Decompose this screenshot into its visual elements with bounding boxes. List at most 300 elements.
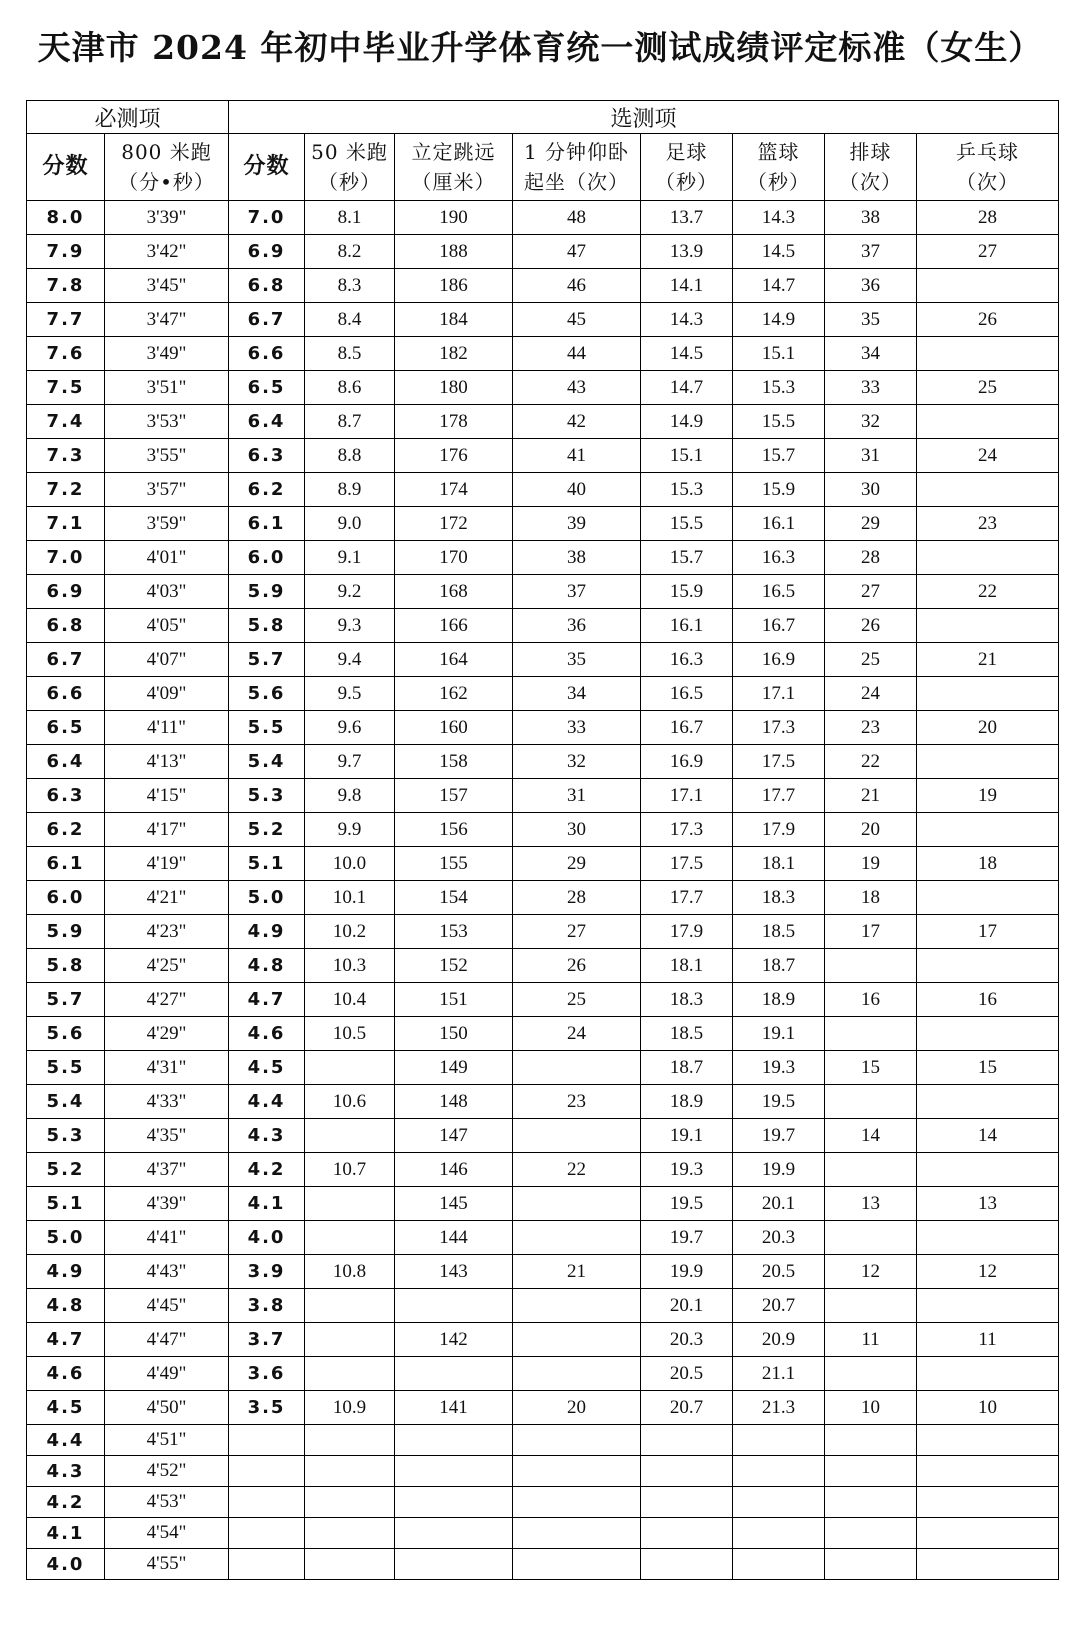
jump-cell <box>395 1456 513 1487</box>
basketball-cell: 20.3 <box>733 1221 825 1255</box>
pingpong-cell: 27 <box>917 235 1059 269</box>
required-score-cell: 6.3 <box>27 779 105 813</box>
jump-cell: 188 <box>395 235 513 269</box>
jump-cell: 174 <box>395 473 513 507</box>
jump-header-line2: （厘米） <box>411 170 496 194</box>
pingpong-cell <box>917 541 1059 575</box>
situp-header-line1: 1 分钟仰卧 <box>523 140 630 164</box>
run50-cell <box>305 1187 395 1221</box>
optional-score-cell <box>229 1487 305 1518</box>
jump-cell: 168 <box>395 575 513 609</box>
optional-score-cell: 6.6 <box>229 337 305 371</box>
run50-cell: 8.6 <box>305 371 395 405</box>
required-score-cell: 6.9 <box>27 575 105 609</box>
run800-cell: 4'51" <box>105 1425 229 1456</box>
optional-score-cell: 3.5 <box>229 1391 305 1425</box>
optional-score-cell: 3.7 <box>229 1323 305 1357</box>
table-row <box>27 847 1059 881</box>
pingpong-cell <box>917 1221 1059 1255</box>
basketball-cell: 20.9 <box>733 1323 825 1357</box>
jump-header <box>395 134 513 201</box>
table-row <box>27 915 1059 949</box>
basketball-cell: 21.1 <box>733 1357 825 1391</box>
optional-score-cell: 6.8 <box>229 269 305 303</box>
basketball-cell: 20.5 <box>733 1255 825 1289</box>
jump-cell: 160 <box>395 711 513 745</box>
football-cell: 20.7 <box>641 1391 733 1425</box>
required-score-cell: 5.7 <box>27 983 105 1017</box>
pingpong-cell: 15 <box>917 1051 1059 1085</box>
run800-cell: 3'53" <box>105 405 229 439</box>
table-row <box>27 1391 1059 1425</box>
table-row <box>27 1487 1059 1518</box>
situp-cell <box>513 1051 641 1085</box>
optional-score-cell <box>229 1518 305 1549</box>
pingpong-cell <box>917 881 1059 915</box>
run800-header-line1: 800 米跑 <box>121 140 212 164</box>
situp-cell <box>513 1119 641 1153</box>
pingpong-cell: 13 <box>917 1187 1059 1221</box>
pingpong-cell <box>917 1425 1059 1456</box>
volleyball-cell: 28 <box>825 541 917 575</box>
volleyball-cell: 27 <box>825 575 917 609</box>
required-score-cell: 5.2 <box>27 1153 105 1187</box>
pingpong-cell <box>917 1153 1059 1187</box>
run800-cell: 3'51" <box>105 371 229 405</box>
volleyball-cell <box>825 1289 917 1323</box>
jump-cell: 152 <box>395 949 513 983</box>
football-cell: 13.7 <box>641 201 733 235</box>
situp-cell: 36 <box>513 609 641 643</box>
situp-cell: 30 <box>513 813 641 847</box>
required-score-cell: 7.6 <box>27 337 105 371</box>
basketball-header-line1: 篮球 <box>757 140 800 164</box>
optional-score-cell: 3.8 <box>229 1289 305 1323</box>
run50-cell: 8.8 <box>305 439 395 473</box>
basketball-cell: 15.5 <box>733 405 825 439</box>
required-score-cell: 6.4 <box>27 745 105 779</box>
pingpong-cell: 24 <box>917 439 1059 473</box>
optional-score-cell: 4.9 <box>229 915 305 949</box>
required-score-cell: 5.3 <box>27 1119 105 1153</box>
required-score-cell: 4.4 <box>27 1425 105 1456</box>
basketball-cell: 19.7 <box>733 1119 825 1153</box>
basketball-cell: 18.3 <box>733 881 825 915</box>
run50-cell: 9.5 <box>305 677 395 711</box>
volleyball-cell: 30 <box>825 473 917 507</box>
run50-cell: 9.8 <box>305 779 395 813</box>
table-row <box>27 983 1059 1017</box>
basketball-cell <box>733 1549 825 1580</box>
basketball-cell: 17.5 <box>733 745 825 779</box>
pingpong-cell <box>917 609 1059 643</box>
volleyball-cell <box>825 1518 917 1549</box>
football-cell: 15.7 <box>641 541 733 575</box>
run50-cell: 8.1 <box>305 201 395 235</box>
football-cell: 19.1 <box>641 1119 733 1153</box>
volleyball-cell <box>825 1425 917 1456</box>
table-row <box>27 575 1059 609</box>
optional-score-header: 分数 <box>229 134 305 201</box>
table-row <box>27 1549 1059 1580</box>
run800-cell: 4'21" <box>105 881 229 915</box>
run800-cell: 4'29" <box>105 1017 229 1051</box>
basketball-cell <box>733 1425 825 1456</box>
required-score-cell: 4.3 <box>27 1456 105 1487</box>
volleyball-cell <box>825 1357 917 1391</box>
optional-score-cell: 5.5 <box>229 711 305 745</box>
table-row <box>27 1119 1059 1153</box>
basketball-cell: 21.3 <box>733 1391 825 1425</box>
football-cell: 16.5 <box>641 677 733 711</box>
run50-cell <box>305 1487 395 1518</box>
required-score-cell: 4.9 <box>27 1255 105 1289</box>
pingpong-cell: 19 <box>917 779 1059 813</box>
required-score-cell: 7.5 <box>27 371 105 405</box>
situp-cell <box>513 1357 641 1391</box>
basketball-cell: 16.7 <box>733 609 825 643</box>
situp-cell <box>513 1289 641 1323</box>
basketball-cell <box>733 1487 825 1518</box>
optional-score-cell: 4.7 <box>229 983 305 1017</box>
run50-cell <box>305 1051 395 1085</box>
football-cell: 14.3 <box>641 303 733 337</box>
volleyball-cell: 34 <box>825 337 917 371</box>
required-score-cell: 7.8 <box>27 269 105 303</box>
optional-score-cell: 5.0 <box>229 881 305 915</box>
optional-score-cell: 5.3 <box>229 779 305 813</box>
basketball-cell: 18.5 <box>733 915 825 949</box>
pingpong-cell: 28 <box>917 201 1059 235</box>
run800-cell: 3'47" <box>105 303 229 337</box>
run50-cell: 8.3 <box>305 269 395 303</box>
football-cell: 19.7 <box>641 1221 733 1255</box>
table-row <box>27 1425 1059 1456</box>
jump-cell: 146 <box>395 1153 513 1187</box>
table-row <box>27 405 1059 439</box>
table-row <box>27 949 1059 983</box>
run50-cell: 9.9 <box>305 813 395 847</box>
football-cell: 16.3 <box>641 643 733 677</box>
pingpong-cell: 11 <box>917 1323 1059 1357</box>
required-score-cell: 7.9 <box>27 235 105 269</box>
required-score-cell: 6.1 <box>27 847 105 881</box>
table-row <box>27 881 1059 915</box>
pingpong-cell <box>917 269 1059 303</box>
pingpong-cell <box>917 473 1059 507</box>
run50-cell: 8.4 <box>305 303 395 337</box>
pingpong-cell: 22 <box>917 575 1059 609</box>
situp-cell: 31 <box>513 779 641 813</box>
run800-cell: 3'42" <box>105 235 229 269</box>
run800-cell: 4'47" <box>105 1323 229 1357</box>
optional-score-cell: 4.5 <box>229 1051 305 1085</box>
volleyball-cell: 19 <box>825 847 917 881</box>
required-score-cell: 5.0 <box>27 1221 105 1255</box>
table-row <box>27 1456 1059 1487</box>
run50-cell: 9.4 <box>305 643 395 677</box>
run800-cell: 4'52" <box>105 1456 229 1487</box>
table-row <box>27 541 1059 575</box>
optional-score-cell: 6.4 <box>229 405 305 439</box>
pingpong-cell <box>917 1456 1059 1487</box>
required-score-cell: 7.2 <box>27 473 105 507</box>
pingpong-cell <box>917 1017 1059 1051</box>
required-score-cell: 5.5 <box>27 1051 105 1085</box>
table-row <box>27 473 1059 507</box>
table-row <box>27 235 1059 269</box>
run50-cell: 9.2 <box>305 575 395 609</box>
table-row <box>27 1289 1059 1323</box>
volleyball-header-line1: 排球 <box>849 140 892 164</box>
run800-cell: 3'59" <box>105 507 229 541</box>
required-score-cell: 6.0 <box>27 881 105 915</box>
run50-cell: 10.0 <box>305 847 395 881</box>
volleyball-cell: 12 <box>825 1255 917 1289</box>
jump-cell: 180 <box>395 371 513 405</box>
required-score-cell: 5.9 <box>27 915 105 949</box>
basketball-header <box>733 134 825 201</box>
required-score-cell: 5.6 <box>27 1017 105 1051</box>
situp-cell <box>513 1518 641 1549</box>
table-row <box>27 1017 1059 1051</box>
basketball-cell: 16.5 <box>733 575 825 609</box>
football-cell: 20.3 <box>641 1323 733 1357</box>
volleyball-cell: 32 <box>825 405 917 439</box>
optional-score-cell: 5.2 <box>229 813 305 847</box>
jump-cell: 144 <box>395 1221 513 1255</box>
run50-cell <box>305 1289 395 1323</box>
run800-cell: 4'45" <box>105 1289 229 1323</box>
run50-cell: 10.5 <box>305 1017 395 1051</box>
volleyball-cell <box>825 1085 917 1119</box>
table-row <box>27 643 1059 677</box>
required-score-cell: 6.6 <box>27 677 105 711</box>
basketball-cell: 17.1 <box>733 677 825 711</box>
situp-cell: 38 <box>513 541 641 575</box>
volleyball-cell <box>825 1017 917 1051</box>
required-group-header: 必测项 <box>27 101 229 134</box>
volleyball-cell: 16 <box>825 983 917 1017</box>
basketball-cell: 14.7 <box>733 269 825 303</box>
required-score-cell: 4.8 <box>27 1289 105 1323</box>
run800-cell: 3'57" <box>105 473 229 507</box>
situp-cell: 24 <box>513 1017 641 1051</box>
basketball-cell: 17.7 <box>733 779 825 813</box>
football-cell <box>641 1549 733 1580</box>
optional-score-cell: 5.4 <box>229 745 305 779</box>
pingpong-cell: 23 <box>917 507 1059 541</box>
football-cell <box>641 1487 733 1518</box>
table-row <box>27 371 1059 405</box>
pingpong-cell <box>917 405 1059 439</box>
table-row <box>27 303 1059 337</box>
situp-cell: 22 <box>513 1153 641 1187</box>
required-score-cell: 7.7 <box>27 303 105 337</box>
optional-score-cell: 5.9 <box>229 575 305 609</box>
football-cell: 17.9 <box>641 915 733 949</box>
optional-score-cell: 5.1 <box>229 847 305 881</box>
run50-cell: 8.9 <box>305 473 395 507</box>
optional-score-cell: 4.1 <box>229 1187 305 1221</box>
table-row <box>27 1357 1059 1391</box>
football-cell: 16.9 <box>641 745 733 779</box>
jump-cell: 190 <box>395 201 513 235</box>
football-cell: 16.1 <box>641 609 733 643</box>
pingpong-cell <box>917 1518 1059 1549</box>
run800-cell: 4'11" <box>105 711 229 745</box>
run800-cell: 4'49" <box>105 1357 229 1391</box>
optional-score-cell: 6.0 <box>229 541 305 575</box>
required-score-cell: 7.3 <box>27 439 105 473</box>
situp-cell: 48 <box>513 201 641 235</box>
column-header-row <box>27 134 1059 201</box>
optional-score-cell: 4.6 <box>229 1017 305 1051</box>
basketball-cell: 15.7 <box>733 439 825 473</box>
situp-cell <box>513 1187 641 1221</box>
jump-cell: 162 <box>395 677 513 711</box>
run800-cell: 4'19" <box>105 847 229 881</box>
pingpong-cell <box>917 677 1059 711</box>
run800-cell: 4'15" <box>105 779 229 813</box>
table-row <box>27 1518 1059 1549</box>
basketball-cell: 15.3 <box>733 371 825 405</box>
football-cell: 14.1 <box>641 269 733 303</box>
jump-cell: 178 <box>395 405 513 439</box>
pingpong-header-line2: （次） <box>956 170 1020 194</box>
jump-cell: 154 <box>395 881 513 915</box>
football-cell <box>641 1456 733 1487</box>
run50-cell <box>305 1357 395 1391</box>
table-row <box>27 813 1059 847</box>
jump-cell: 176 <box>395 439 513 473</box>
run800-cell: 3'55" <box>105 439 229 473</box>
run800-cell: 4'05" <box>105 609 229 643</box>
volleyball-cell <box>825 1549 917 1580</box>
table-row <box>27 1221 1059 1255</box>
required-score-header: 分数 <box>27 134 105 201</box>
basketball-cell: 19.9 <box>733 1153 825 1187</box>
run800-cell: 3'45" <box>105 269 229 303</box>
run800-cell: 4'35" <box>105 1119 229 1153</box>
run800-cell: 4'01" <box>105 541 229 575</box>
pingpong-cell: 17 <box>917 915 1059 949</box>
run50-cell <box>305 1221 395 1255</box>
optional-score-cell: 6.7 <box>229 303 305 337</box>
jump-cell: 166 <box>395 609 513 643</box>
run800-header-line2: （分•秒） <box>118 170 215 194</box>
situp-cell: 42 <box>513 405 641 439</box>
volleyball-cell: 13 <box>825 1187 917 1221</box>
required-score-cell: 7.4 <box>27 405 105 439</box>
run800-cell: 3'39" <box>105 201 229 235</box>
basketball-cell: 20.7 <box>733 1289 825 1323</box>
required-score-cell: 4.7 <box>27 1323 105 1357</box>
volleyball-cell: 18 <box>825 881 917 915</box>
volleyball-cell: 29 <box>825 507 917 541</box>
pingpong-header-line1: 乒乓球 <box>956 140 1020 164</box>
pingpong-cell <box>917 337 1059 371</box>
table-row <box>27 337 1059 371</box>
football-cell: 20.1 <box>641 1289 733 1323</box>
run50-cell: 9.7 <box>305 745 395 779</box>
required-score-cell: 7.0 <box>27 541 105 575</box>
pingpong-header <box>917 134 1059 201</box>
run50-cell <box>305 1549 395 1580</box>
volleyball-cell: 31 <box>825 439 917 473</box>
jump-header-line1: 立定跳远 <box>411 140 496 164</box>
run50-cell: 9.1 <box>305 541 395 575</box>
run800-cell: 4'55" <box>105 1549 229 1580</box>
run800-cell: 4'37" <box>105 1153 229 1187</box>
basketball-cell: 18.1 <box>733 847 825 881</box>
jump-cell: 172 <box>395 507 513 541</box>
required-score-cell: 4.6 <box>27 1357 105 1391</box>
jump-cell <box>395 1518 513 1549</box>
basketball-cell: 18.9 <box>733 983 825 1017</box>
table-row <box>27 269 1059 303</box>
run800-cell: 4'53" <box>105 1487 229 1518</box>
optional-group-header: 选测项 <box>229 101 1059 134</box>
situp-header-line2: 起坐（次） <box>524 170 630 194</box>
situp-cell: 39 <box>513 507 641 541</box>
run800-cell: 4'39" <box>105 1187 229 1221</box>
football-cell: 14.7 <box>641 371 733 405</box>
basketball-cell: 19.3 <box>733 1051 825 1085</box>
basketball-cell: 19.1 <box>733 1017 825 1051</box>
jump-cell: 148 <box>395 1085 513 1119</box>
basketball-cell: 17.9 <box>733 813 825 847</box>
pingpong-cell: 14 <box>917 1119 1059 1153</box>
run800-cell: 4'03" <box>105 575 229 609</box>
jump-cell: 145 <box>395 1187 513 1221</box>
table-row <box>27 1255 1059 1289</box>
optional-score-cell <box>229 1549 305 1580</box>
jump-cell: 153 <box>395 915 513 949</box>
pingpong-cell <box>917 813 1059 847</box>
situp-cell <box>513 1549 641 1580</box>
run50-cell <box>305 1518 395 1549</box>
football-cell: 15.9 <box>641 575 733 609</box>
football-cell: 17.7 <box>641 881 733 915</box>
pingpong-cell <box>917 1289 1059 1323</box>
situp-cell: 40 <box>513 473 641 507</box>
jump-cell: 156 <box>395 813 513 847</box>
optional-score-cell: 6.9 <box>229 235 305 269</box>
optional-score-cell: 6.2 <box>229 473 305 507</box>
pingpong-cell: 21 <box>917 643 1059 677</box>
jump-cell <box>395 1487 513 1518</box>
jump-cell: 182 <box>395 337 513 371</box>
situp-cell: 35 <box>513 643 641 677</box>
football-cell: 20.5 <box>641 1357 733 1391</box>
table-row <box>27 745 1059 779</box>
run50-cell: 8.7 <box>305 405 395 439</box>
pingpong-cell: 10 <box>917 1391 1059 1425</box>
football-cell: 15.3 <box>641 473 733 507</box>
optional-score-cell: 5.6 <box>229 677 305 711</box>
jump-cell: 170 <box>395 541 513 575</box>
table-row <box>27 1153 1059 1187</box>
football-cell: 18.7 <box>641 1051 733 1085</box>
run50-cell: 10.3 <box>305 949 395 983</box>
volleyball-cell: 10 <box>825 1391 917 1425</box>
required-score-cell: 5.8 <box>27 949 105 983</box>
required-score-cell: 6.2 <box>27 813 105 847</box>
run800-cell: 4'41" <box>105 1221 229 1255</box>
situp-cell: 28 <box>513 881 641 915</box>
volleyball-cell <box>825 949 917 983</box>
